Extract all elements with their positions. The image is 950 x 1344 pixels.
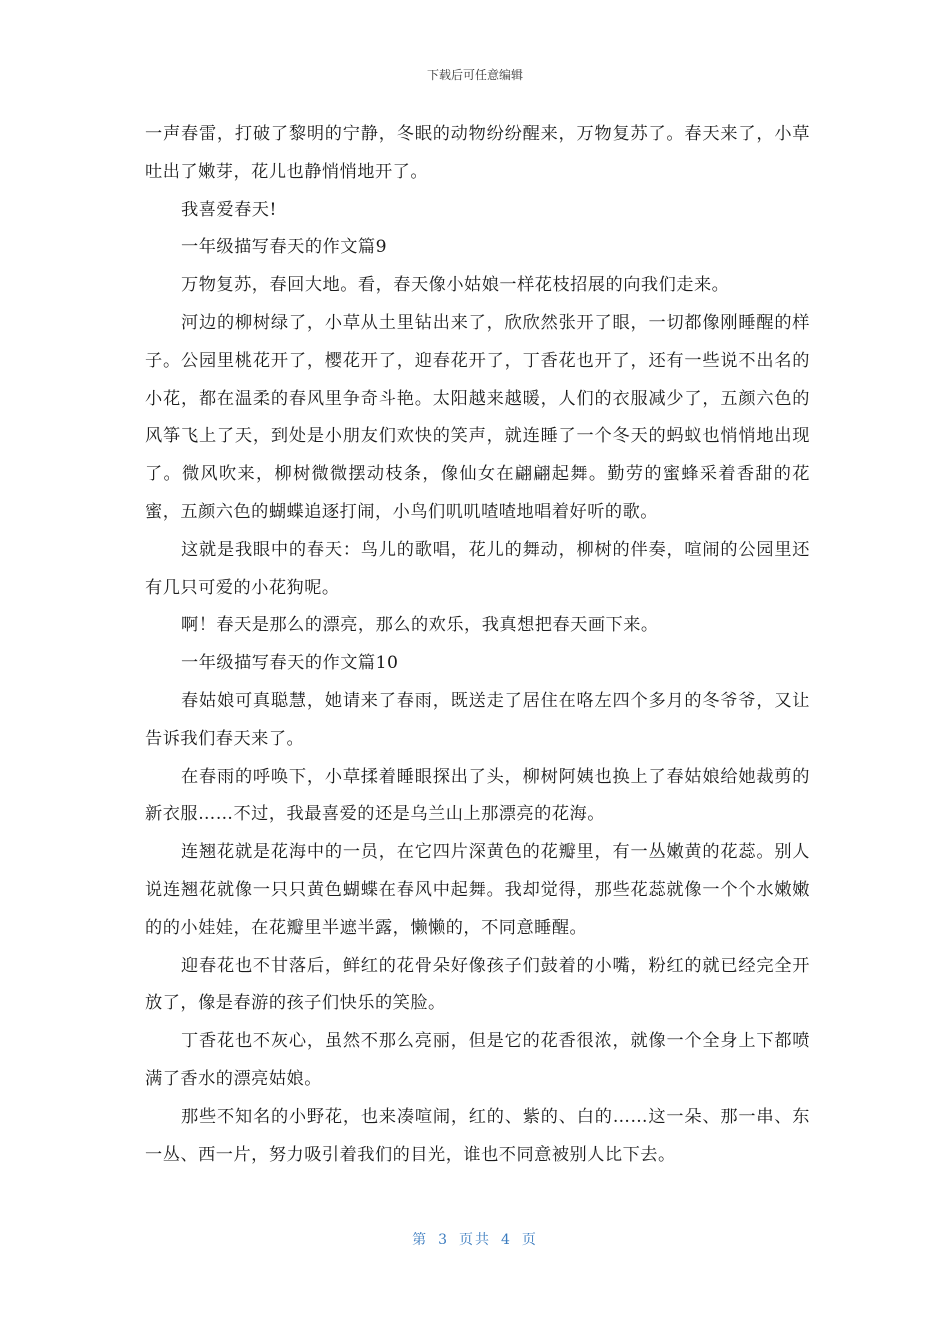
paragraph: 我喜爱春天! bbox=[181, 199, 277, 220]
paragraph: 万物复苏，春回大地。看，春天像小姑娘一样花枝招展的向我们走来。 bbox=[181, 275, 730, 296]
paragraph: 啊！春天是那么的漂亮，那么的欢乐，我真想把春天画下来。 bbox=[181, 615, 659, 636]
footer-label-of: 页共 bbox=[459, 1232, 491, 1248]
paragraph: 春姑娘可真聪慧，她请来了春雨，既送走了居住在咯左四个多月的冬爷爷，又让告诉我们春天来了。 bbox=[145, 690, 810, 749]
footer-current-page: 3 bbox=[438, 1232, 449, 1248]
paragraph: 连翘花就是花海中的一员，在它四片深黄色的花瓣里，有一丛嫩黄的花蕊。别人说连翘花就像一只只黄色蝴蝶在春风中起舞。我却觉得，那些花蕊就像一个个水嫩嫩的的小娃娃，在花瓣里半遮半露，懒懒的，不同意睡醒。 bbox=[145, 842, 810, 938]
page-footer bbox=[0, 1230, 950, 1250]
section-heading: 一年级描写春天的作文篇10 bbox=[181, 653, 399, 674]
paragraph: 一声春雷，打破了黎明的宁静，冬眠的动物纷纷醒来，万物复苏了。春天来了，小草吐出了嫩芽，花儿也静悄悄地开了。 bbox=[145, 124, 810, 182]
footer-label-page: 第 bbox=[412, 1232, 429, 1248]
paragraph: 在春雨的呼唤下，小草揉着睡眼探出了头，柳树阿姨也换上了春姑娘给她裁剪的新衣服……不过，我最喜爱的还是乌兰山上那漂亮的花海。 bbox=[145, 766, 810, 825]
paragraph: 那些不知名的小野花，也来凑喧闹，红的、紫的、白的……这一朵、那一串、东一丛、西一片，努力吸引着我们的目光，谁也不同意被别人比下去。 bbox=[145, 1106, 810, 1165]
paragraph: 这就是我眼中的春天：鸟儿的歌唱，花儿的舞动，柳树的伴奏，喧闹的公园里还有几只可爱的小花狗呢。 bbox=[145, 539, 810, 598]
footer-label-end: 页 bbox=[521, 1232, 538, 1248]
paragraph: 丁香花也不灰心，虽然不那么亮丽，但是它的花香很浓，就像一个全身上下都喷满了香水的漂亮姑娘。 bbox=[145, 1031, 810, 1089]
section-heading: 一年级描写春天的作文篇9 bbox=[181, 237, 387, 258]
paragraph: 河边的柳树绿了，小草从土里钻出来了，欣欣然张开了眼，一切都像刚睡醒的样子。公园里桃花开了，樱花开了，迎春花开了，丁香花也开了，还有一些说不出名的小花，都在温柔的春风里争奇斗艳。太阳越来越暖，人们的衣服减少了，五颜六色的风筝飞上了天，到处是小朋友们欢快的笑声，就连睡了一个冬天的蚂蚁也悄悄地出现了。微风吹来，柳树微微摆动枝条，像仙女在翩翩起舞。勤劳的蜜蜂采着香甜的花蜜，五颜六色的蝴蝶追逐打闹，小鸟们叽叽喳喳地唱着好听的歌。 bbox=[145, 312, 810, 522]
footer-total-pages: 4 bbox=[501, 1232, 512, 1248]
page-header: 下载后可任意编辑 bbox=[426, 68, 523, 82]
document-body bbox=[145, 116, 810, 1174]
paragraph: 迎春花也不甘落后，鲜红的花骨朵好像孩子们鼓着的小嘴，粉红的就已经完全开放了，像是春游的孩子们快乐的笑脸。 bbox=[145, 955, 810, 1014]
